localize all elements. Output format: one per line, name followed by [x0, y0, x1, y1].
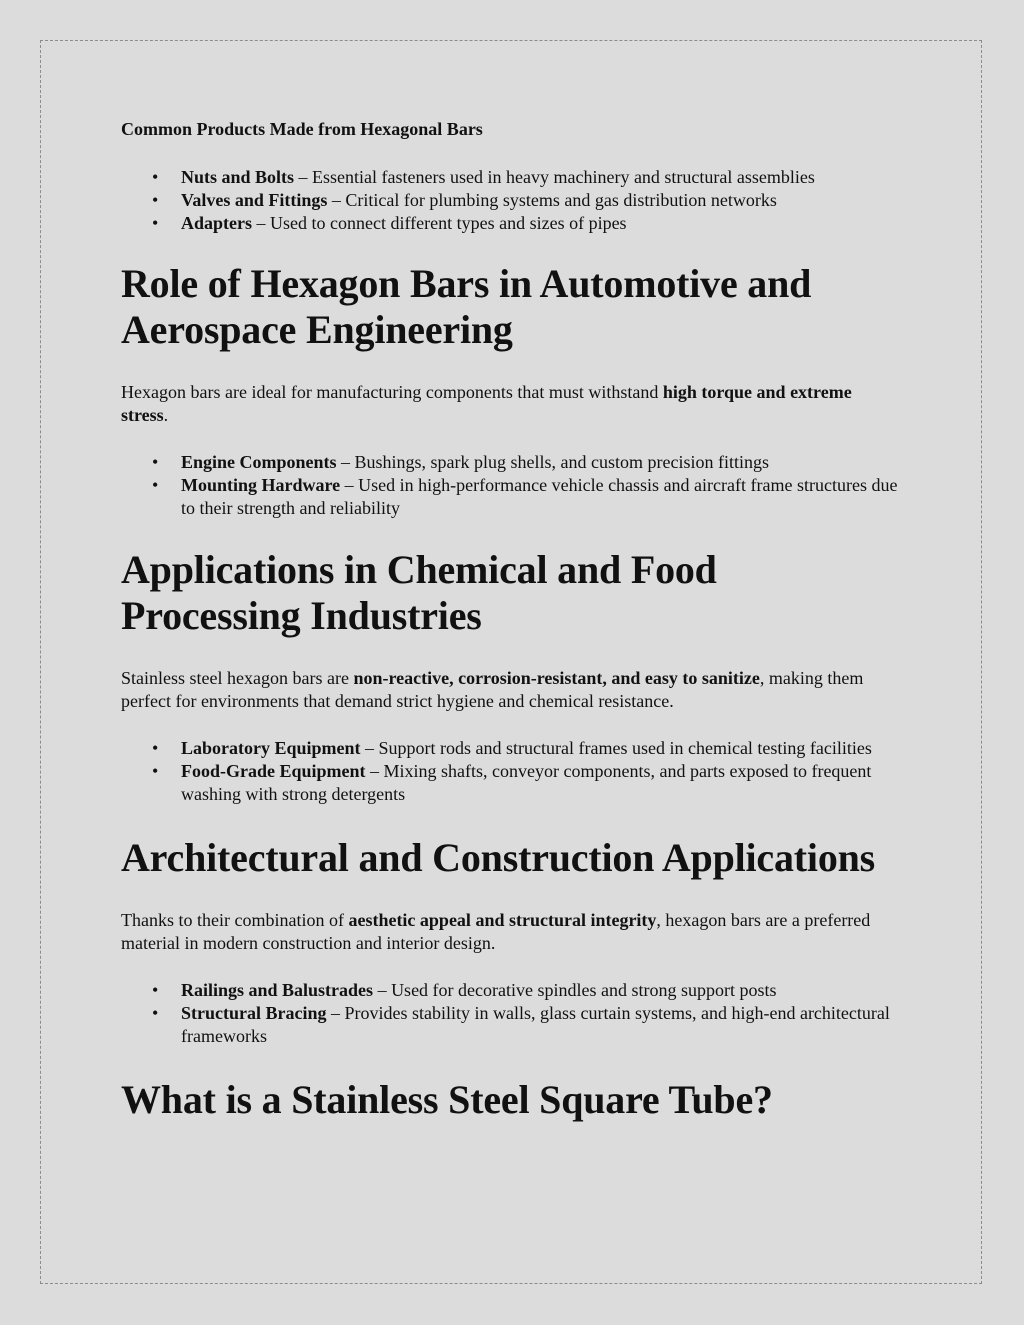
section-list: [121, 979, 901, 1048]
item-term: Laboratory Equipment: [181, 738, 361, 758]
section-list: [121, 451, 901, 520]
paragraph-text: .: [163, 405, 169, 425]
list-item: [121, 451, 901, 474]
list-item: [121, 737, 901, 760]
item-term: Railings and Balustrades: [181, 980, 374, 1000]
item-description: Provides stability in walls, glass curtain systems, and high-end architectural frameworks: [181, 1003, 890, 1046]
item-separator: –: [340, 475, 359, 495]
item-description: Mixing shafts, conveyor components, and parts exposed to frequent washing with strong detergents: [181, 761, 872, 804]
list-item: [121, 212, 901, 235]
item-separator: –: [373, 980, 392, 1000]
list-item: [121, 979, 901, 1002]
list-item: [121, 189, 901, 212]
item-term: Nuts and Bolts: [181, 167, 295, 187]
paragraph-text: , making them perfect for environments that demand strict hygiene and chemical resistance.: [121, 668, 864, 711]
intro-list: [121, 166, 901, 235]
item-term: Food-Grade Equipment: [181, 761, 366, 781]
paragraph-text: , hexagon bars are a preferred material in modern construction and interior design.: [121, 910, 871, 953]
item-separator: –: [365, 761, 384, 781]
item-description: Essential fasteners used in heavy machinery and structural assemblies: [312, 167, 815, 187]
paragraph-text: Thanks to their combination of: [121, 910, 349, 930]
item-term: Valves and Fittings: [181, 190, 328, 210]
intro-heading: Common Products Made from Hexagonal Bars: [121, 119, 483, 139]
item-term: Adapters: [181, 213, 252, 233]
section-heading: Architectural and Construction Applications: [121, 835, 876, 880]
section-paragraph: [121, 909, 901, 955]
item-description: Used for decorative spindles and strong support posts: [391, 980, 777, 1000]
paragraph-text: Hexagon bars are ideal for manufacturing components that must withstand: [121, 382, 663, 402]
section-list: [121, 737, 901, 806]
item-separator: –: [360, 738, 379, 758]
item-separator: –: [326, 1003, 345, 1023]
paragraph-text: Stainless steel hexagon bars are: [121, 668, 354, 688]
document-body: [121, 118, 901, 1123]
paragraph-emphasis: high torque and extreme stress: [121, 382, 852, 425]
section-paragraph: [121, 667, 901, 713]
item-term: Mounting Hardware: [181, 475, 341, 495]
list-item: [121, 760, 901, 806]
item-description: Critical for plumbing systems and gas distribution networks: [345, 190, 777, 210]
list-item: [121, 166, 901, 189]
item-term: Structural Bracing: [181, 1003, 327, 1023]
item-separator: –: [327, 190, 346, 210]
item-description: Used in high-performance vehicle chassis and aircraft frame structures due to their strength and reliability: [181, 475, 898, 518]
item-description: Used to connect different types and sizes of pipes: [270, 213, 627, 233]
section-heading: Applications in Chemical and Food Processing Industries: [121, 547, 717, 638]
list-item: [121, 1002, 901, 1048]
item-term: Engine Components: [181, 452, 337, 472]
section-heading: Role of Hexagon Bars in Automotive and Aerospace Engineering: [121, 261, 812, 352]
item-separator: –: [336, 452, 355, 472]
paragraph-emphasis: aesthetic appeal and structural integrity: [348, 910, 657, 930]
item-description: Support rods and structural frames used in chemical testing facilities: [378, 738, 872, 758]
list-item: [121, 474, 901, 520]
item-separator: –: [294, 167, 313, 187]
paragraph-emphasis: non-reactive, corrosion-resistant, and easy to sanitize: [353, 668, 760, 688]
section-paragraph: [121, 381, 901, 427]
item-separator: –: [252, 213, 270, 233]
final-heading: What is a Stainless Steel Square Tube?: [121, 1077, 773, 1122]
item-description: Bushings, spark plug shells, and custom precision fittings: [354, 452, 770, 472]
